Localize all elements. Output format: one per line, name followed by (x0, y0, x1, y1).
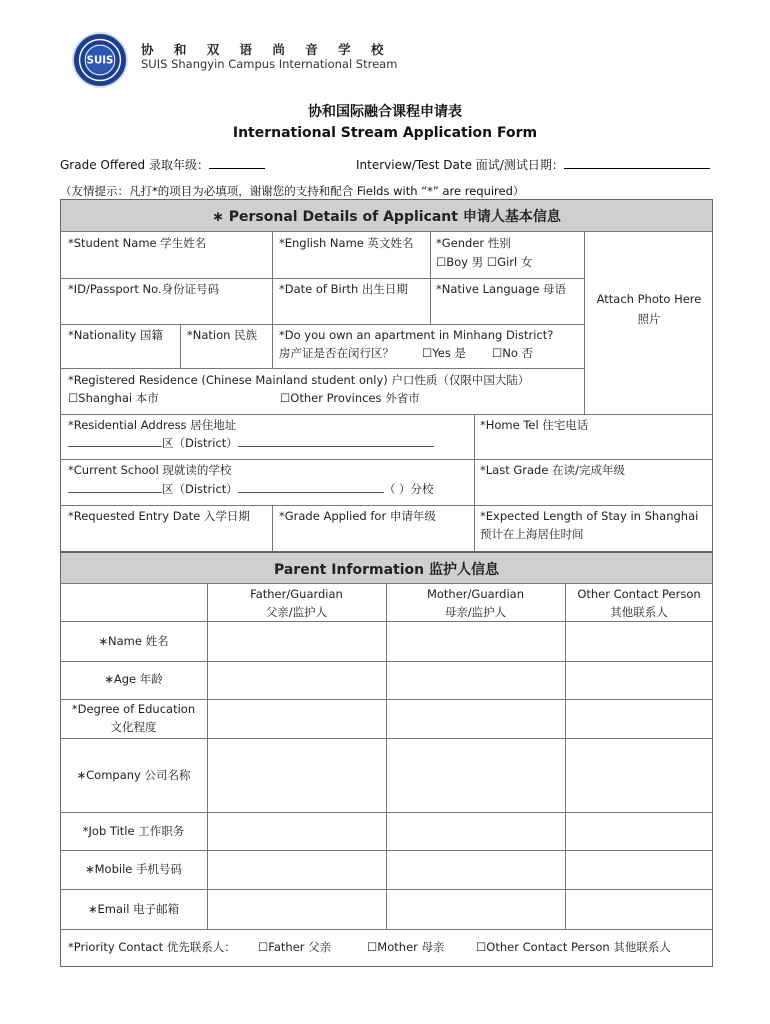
apartment-question-cn: 房产证是否在闵行区？ (279, 346, 394, 360)
school-name-en: SUIS Shangyin Campus International Stream (141, 57, 398, 71)
parent-education-label-cn: 文化程度 (110, 720, 157, 734)
other-contact-column-header-cn: 其他联系人 (610, 605, 668, 619)
father-column-header-cn: 父亲/监护人 (265, 605, 328, 619)
other-company-input[interactable] (566, 739, 712, 811)
student-name-label: *Student Name 学生姓名 (68, 236, 207, 250)
other-contact-column-header: Other Contact Person (577, 587, 701, 601)
priority-mother-option[interactable]: ☐Mother 母亲 (367, 940, 445, 954)
apartment-no-option[interactable]: ☐No 否 (492, 346, 534, 360)
district-blank[interactable] (68, 435, 162, 447)
mother-column-header-cn: 母亲/监护人 (444, 605, 507, 619)
parent-job-title-label: *Job Title 工作职务 (82, 824, 185, 838)
mother-name-input[interactable] (387, 622, 564, 660)
photo-label-cn: 照片 (637, 312, 661, 326)
grade-offered-field[interactable] (60, 156, 265, 173)
interview-date-blank[interactable] (564, 156, 710, 169)
parent-email-label: ∗Email 电子邮箱 (87, 902, 180, 916)
branch-label: （ ）分校 (383, 482, 434, 496)
id-passport-label: *ID/Passport No.身份证号码 (68, 282, 220, 296)
school-district-blank[interactable] (68, 481, 162, 493)
grade-offered-label: Grade Offered 录取年级： (60, 158, 209, 172)
school-fill-row[interactable] (68, 480, 433, 499)
priority-father-option[interactable]: ☐Father 父亲 (258, 940, 332, 954)
gender-label: *Gender 性别 (436, 236, 511, 250)
parent-mobile-label: ∗Mobile 手机号码 (84, 862, 182, 876)
parent-section-title: Parent Information 监护人信息 (273, 562, 500, 578)
photo-label: Attach Photo Here (596, 292, 702, 306)
home-tel-label: *Home Tel 住宅电话 (480, 418, 589, 432)
priority-contact-label: *Priority Contact 优先联系人： (68, 940, 236, 954)
other-name-input[interactable] (566, 622, 712, 660)
address-blank[interactable] (238, 435, 434, 447)
mother-age-input[interactable] (387, 662, 564, 698)
school-name-cn: 协 和 双 语 尚 音 学 校 (141, 42, 392, 57)
logo-text: SUIS (86, 55, 114, 67)
school-logo (72, 32, 128, 88)
english-name-label: *English Name 英文姓名 (279, 236, 414, 250)
other-age-input[interactable] (566, 662, 712, 698)
stay-length-label-cn: 预计在上海居住时间 (480, 527, 584, 541)
father-name-input[interactable] (208, 622, 385, 660)
nationality-label: *Nationality 国籍 (68, 328, 163, 342)
residence-shanghai-option[interactable]: ☐Shanghai 本市 (68, 391, 159, 405)
current-school-label: *Current School 现就读的学校 (68, 463, 232, 477)
interview-date-label: Interview/Test Date 面试/测试日期： (356, 158, 564, 172)
grade-applied-label: *Grade Applied for 申请年级 (279, 509, 436, 523)
parent-age-label: ∗Age 年龄 (104, 672, 163, 686)
required-note: （友情提示：凡打*的项目为必填项，谢谢您的支持和配合 Fields with “*” are required） (60, 184, 525, 198)
applicant-section-title: ∗ Personal Details of Applicant 申请人基本信息 (212, 209, 561, 225)
mother-column-header: Mother/Guardian (426, 587, 525, 601)
priority-other-option[interactable]: ☐Other Contact Person 其他联系人 (476, 940, 671, 954)
school-district-label: 区（District） (162, 482, 238, 496)
address-label: *Residential Address 居住地址 (68, 418, 237, 432)
district-label: 区（District） (162, 436, 238, 450)
last-grade-label: *Last Grade 在读/完成年级 (480, 463, 625, 477)
apartment-question: *Do you own an apartment in Minhang District? (279, 328, 554, 342)
form-title-en: International Stream Application Form (232, 125, 538, 141)
parent-name-label: ∗Name 姓名 (98, 634, 169, 648)
grade-offered-blank[interactable] (209, 156, 265, 169)
residence-other-option[interactable]: ☐Other Provinces 外省市 (280, 391, 420, 405)
parent-company-label: ∗Company 公司名称 (76, 768, 191, 782)
nation-label: *Nation 民族 (187, 328, 258, 342)
mother-company-input[interactable] (387, 739, 564, 811)
gender-options[interactable]: ☐Boy 男 ☐Girl 女 (436, 255, 533, 269)
father-age-input[interactable] (208, 662, 385, 698)
interview-date-field[interactable] (356, 156, 710, 173)
parent-education-label: *Degree of Education (71, 702, 196, 716)
father-company-input[interactable] (208, 739, 385, 811)
father-column-header: Father/Guardian (250, 587, 343, 601)
apartment-yes-option[interactable]: ☐Yes 是 (422, 346, 467, 360)
dob-label: *Date of Birth 出生日期 (279, 282, 408, 296)
school-name-blank[interactable] (238, 481, 384, 493)
form-title-cn: 协和国际融合课程申请表 (308, 104, 462, 120)
native-language-label: *Native Language 母语 (436, 282, 567, 296)
address-fill-row[interactable] (68, 434, 434, 453)
stay-length-label: *Expected Length of Stay in Shanghai (480, 509, 699, 523)
residence-label: *Registered Residence (Chinese Mainland student only) 户口性质（仅限中国大陆） (68, 373, 530, 387)
entry-date-label: *Requested Entry Date 入学日期 (68, 509, 250, 523)
